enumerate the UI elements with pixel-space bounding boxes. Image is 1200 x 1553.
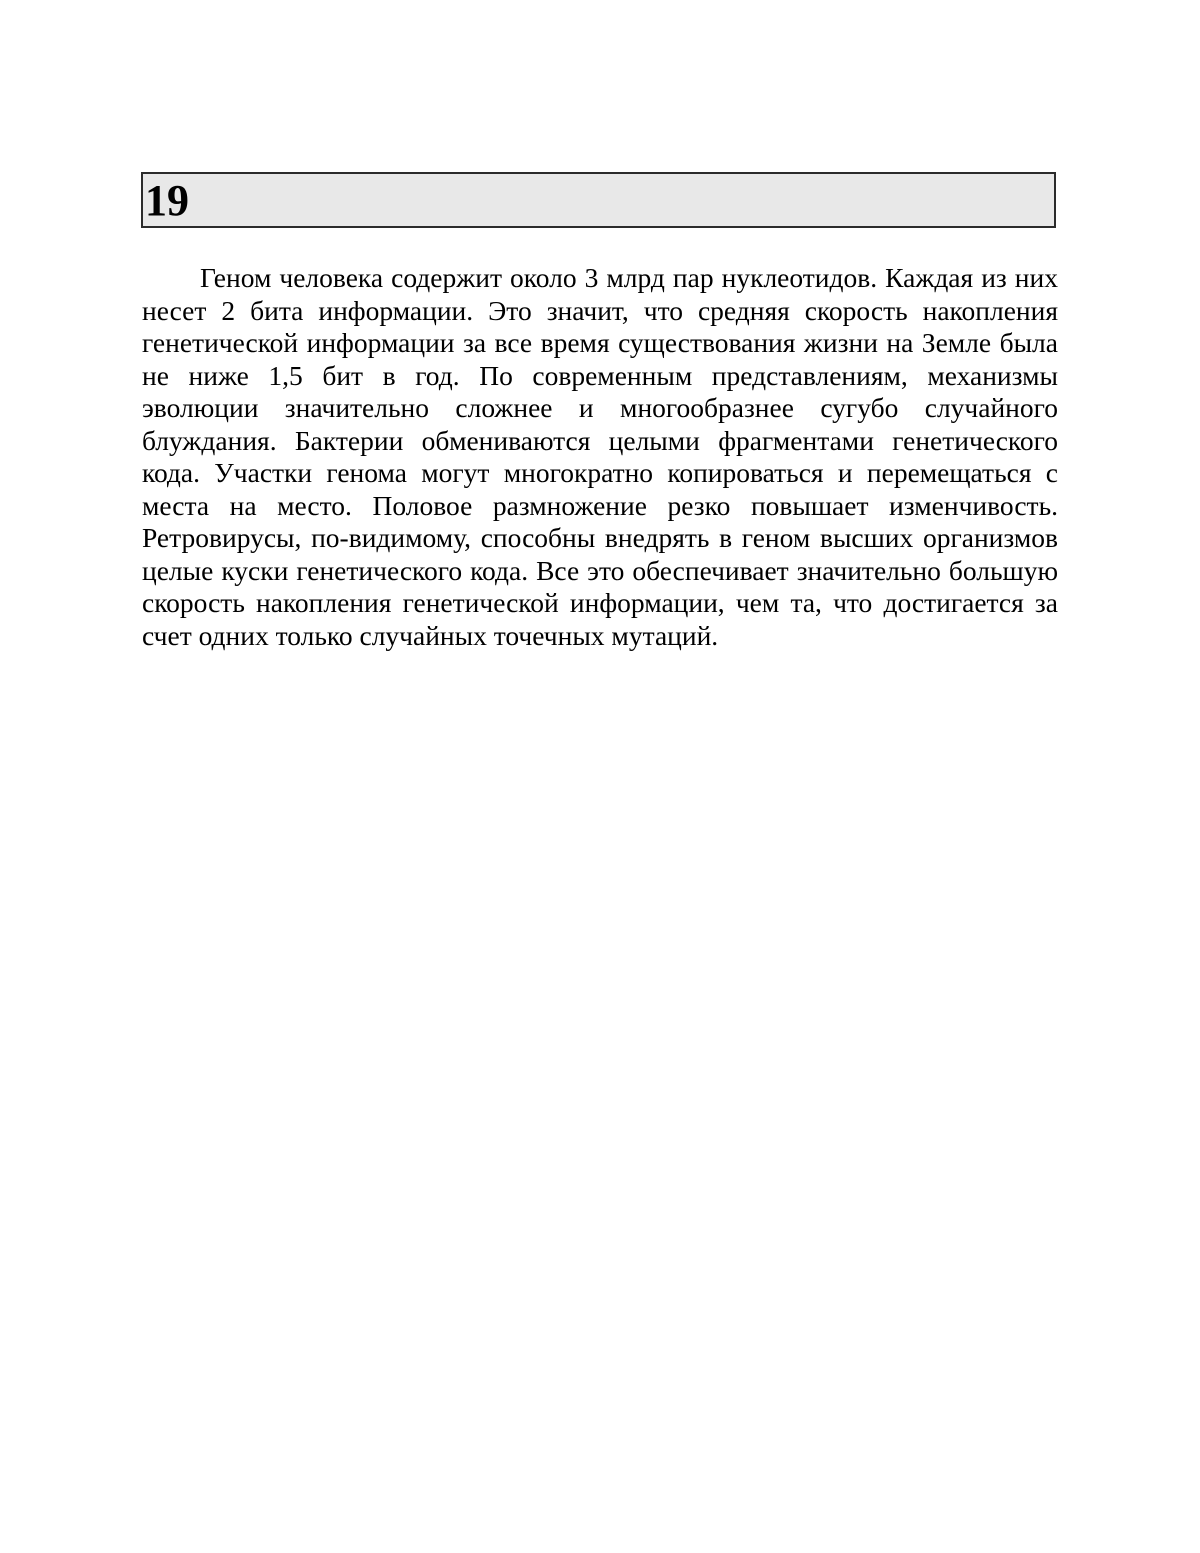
body-paragraph: Геном человека содержит около 3 млрд пар нуклеотидов. Каждая из них несет 2 бита информации. Это значит, что средняя скорость накопления генетической информации за все время существования жизни на Земле была не ниже 1,5 бит в год. По современным представлениям, механизмы эволюции значительно сложнее и многообразнее сугубо случайного блуждания. Бактерии обмениваются целыми фрагментами генетического кода. Участки генома могут многократно копироваться и перемещаться с места на место. Половое размножение резко повышает изменчивость. Ретровирусы, по-видимому, способны внедрять в геном высших организмов целые куски генетического кода. Все это обеспечивает значительно большую скорость накопления генетической информации, чем та, что достигается за счет одних только случайных точечных мутаций. xyxy=(142,262,1058,651)
section-number: 19 xyxy=(145,176,189,225)
section-header-box xyxy=(141,172,1056,228)
